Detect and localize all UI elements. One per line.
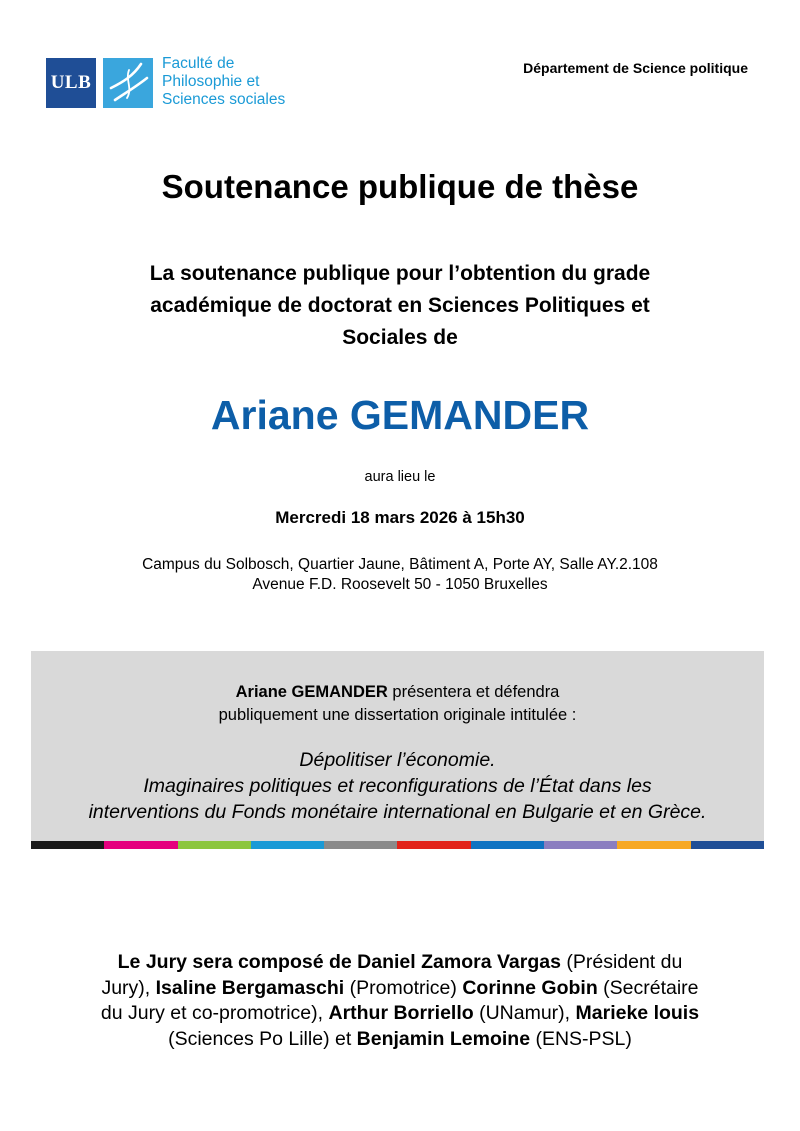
intro-line: académique de doctorat en Sciences Politiques et: [150, 294, 650, 317]
thesis-title-line: Imaginaires politiques et reconfigurations de l’État dans les: [143, 775, 652, 797]
ulb-logo: ULB: [46, 58, 96, 108]
defense-date: Mercredi 18 mars 2026 à 15h30: [275, 508, 525, 527]
intro-line: La soutenance publique pour l’obtention du grade: [149, 262, 651, 285]
location-line: Campus du Solbosch, Quartier Jaune, Bâtiment A, Porte AY, Salle AY.2.108: [142, 556, 658, 573]
stripe-segment: [324, 841, 397, 849]
thesis-title-line: Dépolitiser l’économie.: [299, 749, 496, 771]
faculty-line: Sciences sociales: [162, 91, 286, 108]
jury-member: Corinne Gobin: [462, 976, 598, 999]
stripe-segment: [544, 841, 617, 849]
color-stripe: [31, 841, 764, 849]
jury-member: Arthur Borriello: [328, 1002, 474, 1024]
aura-lieu-text: aura lieu le: [364, 469, 436, 485]
stripe-segment: [471, 841, 544, 849]
stripe-segment: [617, 841, 690, 849]
stripe-segment: [104, 841, 177, 849]
jury-line: Le Jury sera composé de Daniel Zamora Vargas (Président du: [117, 951, 683, 973]
faculty-name: [162, 55, 362, 109]
stripe-segment: [31, 841, 104, 849]
faculty-line: Faculté de: [162, 55, 235, 72]
presenter-name: Ariane GEMANDER: [235, 683, 388, 701]
faculty-line: Philosophie et: [162, 73, 260, 90]
thesis-box: [31, 651, 764, 841]
stripe-segment: [397, 841, 470, 849]
presentation-line: publiquement une dissertation originale intitulée :: [218, 706, 577, 724]
stripe-segment: [251, 841, 324, 849]
intro-line: Sociales de: [342, 326, 458, 349]
header: [0, 0, 800, 130]
jury-line: Jury), Isaline Bergamaschi (Promotrice) Corinne Gobin (Secrétaire: [101, 976, 699, 999]
stripe-segment: [691, 841, 764, 849]
jury-member: Benjamin Lemoine: [356, 1027, 531, 1050]
thesis-title-line: interventions du Fonds monétaire international en Bulgarie et en Grèce.: [88, 801, 707, 823]
stripe-segment: [178, 841, 251, 849]
intro-text: [60, 258, 740, 354]
page-title: Soutenance publique de thèse: [161, 168, 639, 205]
location-line: Avenue F.D. Roosevelt 50 - 1050 Bruxelles: [252, 576, 548, 593]
jury-member: Isaline Bergamaschi: [155, 976, 345, 999]
presentation-text: [31, 681, 764, 727]
presentation-line: Ariane GEMANDER présentera et défendra: [235, 683, 560, 701]
candidate-name: Ariane GEMANDER: [210, 392, 590, 438]
location: [0, 555, 800, 595]
department-name: Département de Science politique: [523, 60, 748, 76]
jury-line: (Sciences Po Lille) et Benjamin Lemoine (ENS-PSL): [168, 1027, 632, 1050]
faculty-logo-icon: [103, 58, 153, 108]
thesis-title: [31, 747, 764, 825]
jury-member: Marieke louis: [575, 1002, 700, 1024]
jury-line: du Jury et co-promotrice), Arthur Borriello (UNamur), Marieke louis: [100, 1002, 700, 1024]
jury-composition: [40, 950, 760, 1052]
